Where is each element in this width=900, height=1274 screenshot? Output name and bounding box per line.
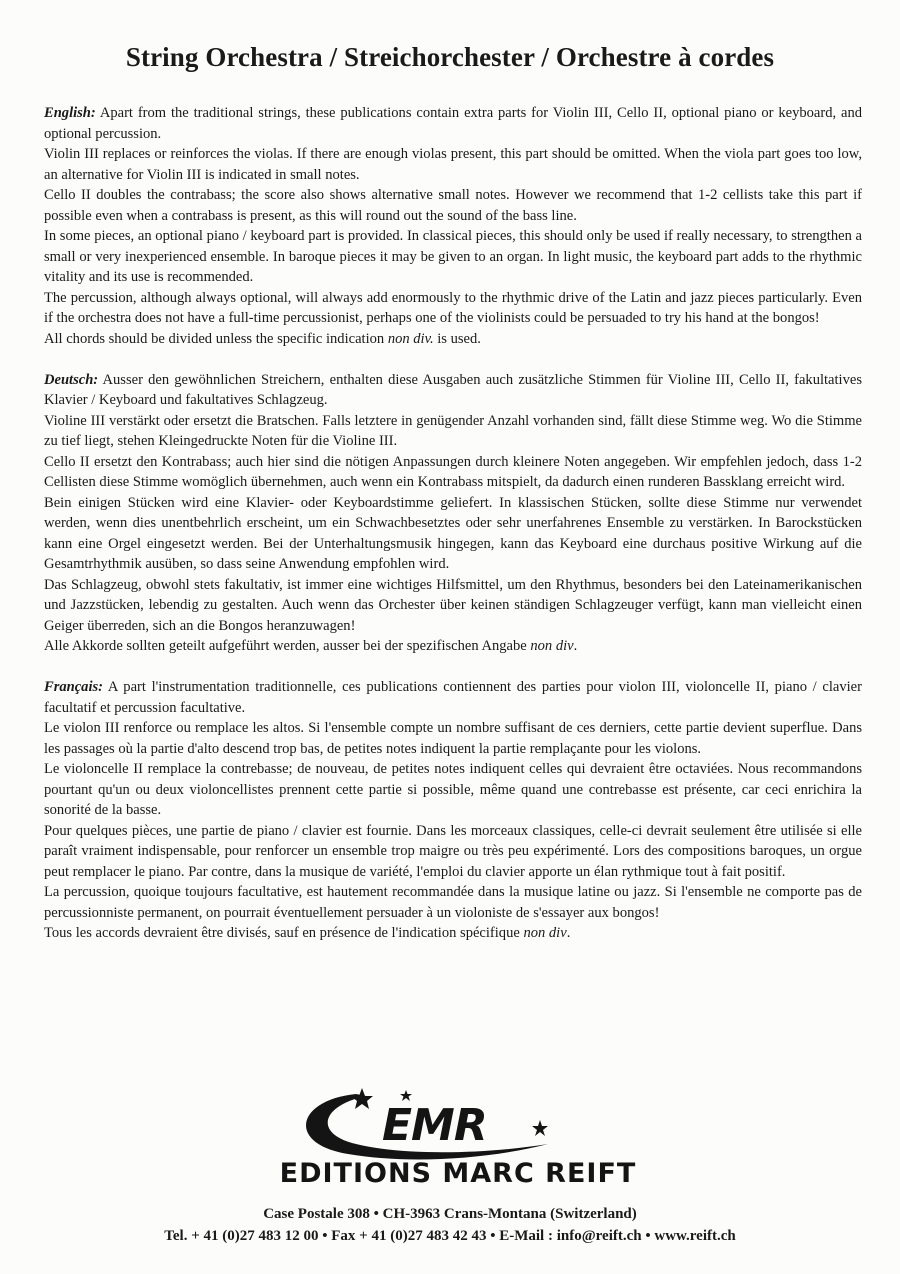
section-deutsch xyxy=(44,370,862,657)
paragraph-text: All chords should be divided unless the specific indication xyxy=(44,330,388,347)
paragraph xyxy=(44,370,862,411)
emr-logo xyxy=(236,1086,680,1186)
paragraph-text: Alle Akkorde sollten geteilt aufgeführt werden, ausser bei der spezifischen Angabe xyxy=(44,638,531,654)
logo-mark: EMR xyxy=(382,1100,487,1151)
paragraph xyxy=(44,329,862,350)
non-div-term: non div. xyxy=(387,330,434,347)
section-english xyxy=(44,103,862,349)
paragraph xyxy=(44,923,862,944)
language-label: Français: xyxy=(44,679,104,695)
paragraph: La percussion, quoique toujours facultative, est hautement recommandée dans la musique latine ou jazz. Si l'ensemble ne comporte pas de percussionniste permanent, on pourrait éventuellement persuader à un violoniste de s'essayer aux bongos! xyxy=(44,884,862,921)
paragraph: Das Schlagzeug, obwohl stets fakultativ, ist immer eine wichtiges Hilfsmittel, um den Rhythmus, besonders bei den Lateinamerikanischen und Jazzstücken, lebendig zu gestalten. Auch wenn das Orchester über keinen ständigen Schlagzeuger verfügt, kann man vielleicht einen Geiger überreden, sich an die Bongos heranzuwagen! xyxy=(44,576,862,634)
footer-contact: Tel. + 41 (0)27 483 12 00 • Fax + 41 (0)27 483 42 43 • E-Mail : info@reift.ch • www.reift.ch xyxy=(164,1228,736,1244)
non-div-term: non div xyxy=(523,925,567,941)
star-icon xyxy=(532,1120,548,1136)
publisher-name: EDITIONS MARC REIFT xyxy=(279,1158,637,1186)
paragraph-text: Ausser den gewöhnlichen Streichern, enthalten diese Ausgaben auch zusätzliche Stimmen für Violine III, Cello II, fakultatives Klavier / Keyboard und fakultatives Schlagzeug. xyxy=(44,371,862,408)
paragraph: Pour quelques pièces, une partie de piano / clavier est fournie. Dans les morceaux classiques, celle-ci devrait seulement être utilisée si elle paraît vraiment indispensable, pour renforcer un ensemble trop maigre ou très peu expérimenté. Lors des compositions baroques, un orgue peut remplacer le piano. Par contre, dans la musique de variété, l'emploi du clavier apporte un élan rythmique tout à fait positif. xyxy=(44,822,862,880)
non-div-term: non div xyxy=(530,638,574,654)
paragraph xyxy=(44,677,862,718)
paragraph-text: . xyxy=(566,925,571,941)
paragraph-text: Apart from the traditional strings, these publications contain extra parts for Violin III, Cello II, optional piano or keyboard, and optional percussion. xyxy=(44,105,862,142)
section-francais xyxy=(44,677,862,944)
paragraph xyxy=(44,103,862,144)
paragraph: In some pieces, an optional piano / keyboard part is provided. In classical pieces, this should only be used if really necessary, to strengthen a small or very inexperienced ensemble. In baroque pieces it may be given to an organ. In light music, the keyboard part adds to the rhythmic vitality and its use is recommended. xyxy=(44,228,862,285)
paragraph: Cello II doubles the contrabass; the score also shows alternative small notes. However we recommend that 1-2 cellists take this part if possible even when a contrabass is present, as this will round out the sound of the bass line. xyxy=(44,187,862,224)
paragraph: Le violoncelle II remplace la contrebasse; de nouveau, de petites notes indiquent celles qui devraient être octaviées. Nous recommandons pourtant qu'un ou deux violoncellistes prennent cette partie si possible, même quand une contrebasse est présente, car ceci enrichira la sonorité de la basse. xyxy=(44,761,862,818)
language-label: English: xyxy=(44,105,96,121)
language-label: Deutsch: xyxy=(44,371,99,388)
paragraph-text: A part l'instrumentation traditionnelle, ces publications contiennent des parties pour violon III, violoncelle II, piano / clavier facultatif et percussion facultative. xyxy=(44,679,862,716)
page-title: String Orchestra / Streichorchester / Orchestre à cordes xyxy=(125,42,775,72)
body-text xyxy=(44,103,862,964)
paragraph: The percussion, although always optional, will always add enormously to the rhythmic drive of the Latin and jazz pieces particularly. Even if the orchestra does not have a full-time percussionist, perhaps one of the violinists could be persuaded to try his hand at the bongos! xyxy=(44,289,862,326)
footer-address: Case Postale 308 • CH-3963 Crans-Montana (Switzerland) xyxy=(263,1206,637,1222)
paragraph-text: . xyxy=(573,638,578,654)
paragraph: Le violon III renforce ou remplace les altos. Si l'ensemble compte un nombre suffisant de ces derniers, cette partie devient superflue. Dans les passages où la partie d'alto descend trop bas, de petites notes indiquent la partie remplaçante pour les violons. xyxy=(44,720,862,757)
paragraph: Bein einigen Stücken wird eine Klavier- oder Keyboardstimme geliefert. In klassischen Stücken, sollte diese Stimme nur verwendet werden, wenn dies unentbehrlich erscheint, um ein Schwachbesetztes oder sehr unerfahrenes Ensemble zu verstärken. In Barockstücken kann eine Orgel eingesetzt werden. Bei der Unterhaltungsmusik hingegen, kann das Keyboard eine durchaus positive Wirkung auf die Gesamtrhythmik ausüben, so dass seine Anwendung empfohlen wird. xyxy=(44,494,862,572)
paragraph-text: is used. xyxy=(433,330,481,347)
paragraph: Cello II ersetzt den Kontrabass; auch hier sind die nötigen Anpassungen durch kleinere Noten angegeben. Wir empfehlen jedoch, dass 1-2 Cellisten diese Stimme womöglich übernehmen, auch wenn ein Kontrabass mitspielt, da dadurch einen runderen Bassklang erreicht wird. xyxy=(44,453,862,490)
star-icon xyxy=(351,1088,373,1109)
paragraph: Violin III replaces or reinforces the violas. If there are enough violas present, this part should be omitted. When the viola part goes too low, an alternative for Violin III is indicated in small notes. xyxy=(44,146,862,183)
paragraph xyxy=(44,636,862,657)
paragraph-text: Tous les accords devraient être divisés, sauf en présence de l'indication spécifique xyxy=(44,925,524,941)
paragraph: Violine III verstärkt oder ersetzt die Bratschen. Falls letztere in genügender Anzahl vorhanden sind, fällt diese Stimme weg. Wo die Stimme zu tief liegt, stehen Kleingedruckte Noten für die Violine III. xyxy=(44,412,862,449)
